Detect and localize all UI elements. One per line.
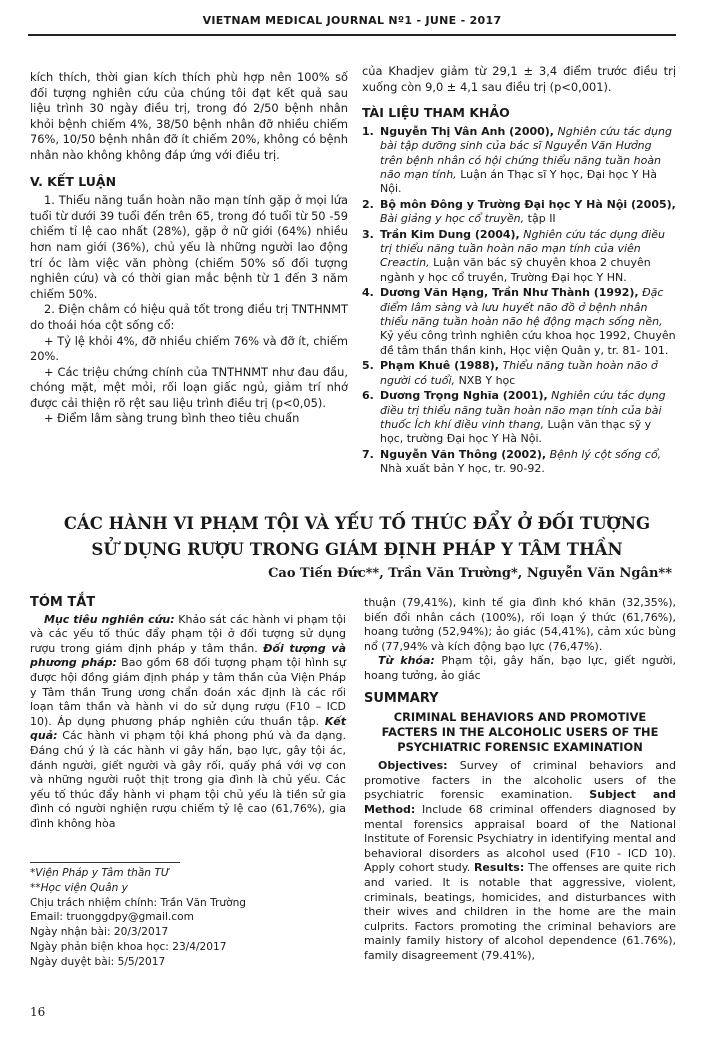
- article-title-line-1: CÁC HÀNH VI PHẠM TỘI VÀ YẾU TỐ THÚC ĐẨY Ở ĐỐI TƯỢNG: [63, 514, 651, 533]
- conclusion-item-3: + Tỷ lệ khỏi 4%, đỡ nhiều chiếm 76% và đỡ ít, chiếm 20%.: [30, 333, 348, 364]
- results-paragraph: kích thích, thời gian kích thích phù hợp nên 100% số đối tượng nghiên cứu của chúng tôi đạt kết quả sau liệu trình 30 ngày điều trị, trong đó 2/50 bệnh nhân khỏi bệnh chiếm 4%, 38/50 bệnh nhân đỡ nhiều chiếm 76%, 10/50 bệnh nhân đỡ ít chiếm 20%, không có bệnh nhân nào không không đáp ứng với điều trị.: [30, 70, 348, 162]
- conclusion-continuation: của Khadjev giảm từ 29,1 ± 3,4 điểm trước điều trị xuống còn 9,0 ± 4,1 sau điều trị (p<0,001).: [362, 64, 676, 94]
- reference-item: 5. Phạm Khuê (1988), Thiểu năng tuần hoàn não ở người có tuổi, NXB Y học: [362, 359, 658, 387]
- journal-header: VIETNAM MEDICAL JOURNAL Nº1 - JUNE - 2017: [28, 6, 676, 36]
- date-approved: Ngày duyệt bài: 5/5/2017: [30, 955, 166, 968]
- responsible-author: Chịu trách nhiệm chính: Trần Văn Trường: [30, 896, 247, 909]
- article-title-line-2: SỬ DỤNG RƯỢU TRONG GIÁM ĐỊNH PHÁP Y TÂM THẦN: [91, 540, 623, 559]
- abstract-column: [30, 596, 346, 832]
- reference-item: 4. Dương Văn Hạng, Trần Như Thành (1992), Đặc điểm lâm sàng và lưu huyết não đồ ở bệnh nhân thiểu năng tuần hoàn não hệ động mạch sống nền, Kỷ yếu công trình nghiên cứu khoa học 1992, Chuyên đề tâm thần thần kinh, Học viện Quân y, tr. 81- 101.: [362, 286, 676, 357]
- summary-heading: SUMMARY: [364, 690, 439, 706]
- reference-item: 7. Nguyễn Văn Thông (2002), Bệnh lý cột sống cổ, Nhà xuất bản Y học, tr. 90-92.: [362, 447, 662, 476]
- article-title: [40, 511, 674, 563]
- reference-item: 3. Trần Kim Dung (2004), Nghiên cứu tác dụng điều trị thiểu năng tuần hoàn não mạn tính của viên Creactin, Luận văn bác sỹ chuyên khoa 2 chuyên ngành y học cổ truyền, Trường Đại học Y HN.: [362, 227, 665, 284]
- reference-item: 2. Bộ môn Đông y Trường Đại học Y Hà Nội (2005), Bài giảng y học cổ truyền, tập II: [362, 197, 676, 226]
- abstract-body: Mục tiêu nghiên cứu: Khảo sát các hành vi phạm tội và các yếu tố thúc đẩy phạm tội ở đối tượng sử dụng rượu trong giám định pháp y tâm thần. Đối tượng và phương pháp: Bao gồm 68 đối tượng phạm tội hình sự được hội đồng giám định pháp y tâm thần của Viện Pháp y Tâm thần Trung ương chẩn đoán xác định là các rối loạn tâm thần và hành vi do sử dụng rượu (F10 – ICD 10). Áp dụng phương pháp nghiên cứu thuần tập. Kết quả: Các hành vi phạm tội khá phong phú và đa dạng. Đáng chú ý là các hành vi gây hấn, bạo lực, gây tội ác, đánh người, giết người và gây rối, quấy phá với vợ con và những người ruột thịt trong gia đình là chủ yếu. Các yếu tố thúc đẩy hành vi phạm tội chủ yếu là tiền sử gia đình có người nghiện rượu chiếm tỷ lệ cao (61,76%), gia đình không hòa: [30, 612, 346, 830]
- references-list: [362, 125, 676, 477]
- english-summary-body: Objectives: Survey of criminal behaviors and promotive facters in the alcoholic users of the psychiatric forensic examination. Subject and Method: Include 68 criminal offenders diagnosed by mental forensics appraisal board of the National Institute of Forensic Psychiatry in identifying mental and behavioral disorders as alcohol used (F10 - ICD 10). Apply cohort study. Results: The offenses are quite rich and varied. It is notable that aggressive, violent, criminals, beatings, homicides, and disturbances with their wives and children in the home are the main culprits. Factors promoting the criminal behaviors are mainly family history of alcohol dependence (61.76%), family disagreement (79.41%),: [364, 759, 677, 962]
- conclusion-item-4: + Các triệu chứng chính của TNTHNMT như đau đầu, chóng mặt, mệt mỏi, rối loạn giấc ngủ, giảm trí nhớ được cải thiện rõ rệt sau liệu trình điều trị (p<0,05).: [30, 364, 348, 410]
- date-received: Ngày nhận bài: 20/3/2017: [30, 926, 169, 939]
- summary-column: [364, 596, 676, 963]
- reference-item: 6. Dương Trọng Nghĩa (2001), Nghiên cứu tác dụng điều trị thiểu năng tuần hoàn não mạn tính của bài thuốc Ích khí điều vinh thang, Luận văn thạc sỹ y học, trường Đại học Y Hà Nội.: [362, 389, 666, 446]
- footnote-divider: [30, 862, 180, 863]
- abstract-continuation: thuận (79,41%), kinh tế gia đình khó khăn (32,35%), biến đổi nhân cách (100%), rối loạn ý thức (61,76%), hoang tưởng (52,94%); ảo giác (54,41%), cảm xúc bùng nổ (77,94% và kích động bạo lực (76,47%).: [364, 596, 676, 653]
- conclusion-item-5: + Điểm lâm sàng trung bình theo tiêu chuẩn: [44, 411, 300, 426]
- prev-article-right-column: [362, 64, 676, 478]
- prev-article-left-column: [30, 70, 348, 427]
- date-reviewed: Ngày phản biện khoa học: 23/4/2017: [30, 940, 227, 953]
- affiliation-1: *Viện Pháp y Tâm thần TƯ: [30, 867, 170, 879]
- abstract-heading: TÓM TẮT: [30, 595, 96, 610]
- keywords: Từ khóa: Phạm tội, gây hấn, bạo lực, giết người, hoang tưởng, ảo giác: [364, 654, 676, 682]
- conclusion-heading: V. KẾT LUẬN: [30, 173, 117, 189]
- contact-email: Email: truonggdpy@gmail.com: [30, 911, 194, 924]
- conclusion-item-2: 2. Điện châm có hiệu quả tốt trong điều trị TNTHNMT do thoái hóa cột sống cổ:: [30, 302, 348, 332]
- english-title: CRIMINAL BEHAVIORS AND PROMOTIVE FACTERS IN THE ALCOHOLIC USERS OF THE PSYCHIATRIC FORENSIC EXAMINATION: [381, 710, 659, 755]
- conclusion-item-1: 1. Thiểu năng tuần hoàn não mạn tính gặp ở mọi lứa tuổi từ dưới 39 tuổi đến trên 65, trong đó tuổi từ 50 -59 chiếm tỉ lệ cao nhất (28%), gặp ở nữ giới (64%) nhiều hơn nam giới (36%), chủ yếu là những người lao động trí óc làm việc văn phòng (chiếm 50% số đối tượng nghiên cứu) và có thời gian mắc bệnh từ 1 đến 3 năm chiếm 50%.: [30, 193, 348, 301]
- affiliation-2: **Học viện Quân y: [30, 881, 128, 894]
- reference-item: 1. Nguyễn Thị Vân Anh (2000), Nghiên cứu tác dụng bài tập dưỡng sinh của bác sĩ Nguyễn Văn Hưởng trên bệnh nhân có hội chứng thiểu năng tuần hoàn não mạn tính, Luận án Thạc sĩ Y học, Đại học Y Hà Nội.: [362, 124, 672, 196]
- references-heading: TÀI LIỆU THAM KHẢO: [362, 105, 510, 121]
- article-authors: Cao Tiến Đức**, Trần Văn Trường*, Nguyễn Văn Ngân**: [268, 566, 672, 581]
- page-number: 16: [30, 1005, 46, 1019]
- footnotes: [30, 866, 346, 970]
